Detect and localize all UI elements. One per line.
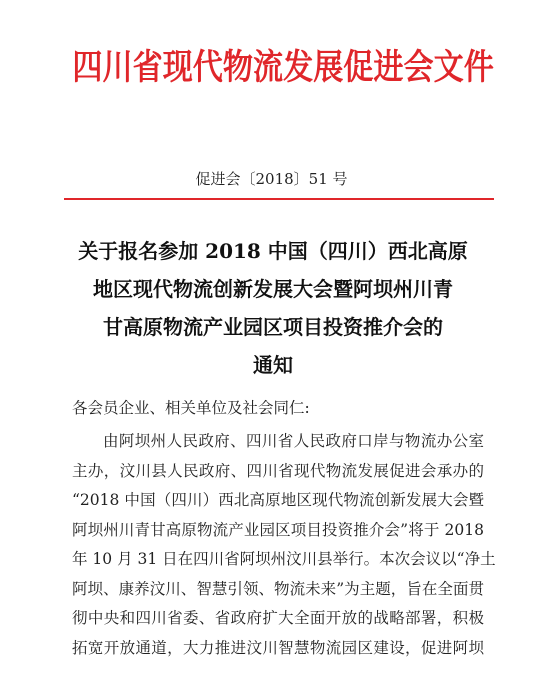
- title-line: 甘高原物流产业园区项目投资推介会的: [103, 315, 443, 339]
- red-divider-line: [64, 198, 494, 200]
- body-line: 年 10 月 31 日在四川省阿坝州汶川县举行。本次会议以“净土: [72, 550, 496, 568]
- title-line: 通知: [253, 353, 293, 377]
- salutation: 各会员企业、相关单位及社会同仁:: [72, 399, 310, 417]
- body-paragraph: [72, 427, 496, 663]
- title-line: 关于报名参加 2018 中国（四川）西北高原: [78, 239, 468, 263]
- document-number: 促进会〔2018〕51 号: [195, 170, 348, 188]
- body-line: 主办，汶川县人民政府、四川省现代物流发展促进会承办的: [72, 461, 484, 480]
- body-line: 阿坝、康养汶川、智慧引领、物流未来”为主题，旨在全面贯: [72, 579, 484, 598]
- body-line: 阿坝州川青甘高原物流产业园区项目投资推介会”将于 2018: [72, 520, 484, 539]
- org-document-header: 四川省现代物流发展促进会文件: [72, 48, 494, 88]
- notice-title: [66, 232, 480, 384]
- body-line: “2018 中国（四川）西北高原地区现代物流创新发展大会暨: [72, 491, 484, 509]
- body-line: 彻中央和四川省委、省政府扩大全面开放的战略部署，积极: [72, 609, 484, 627]
- body-line: 拓宽开放通道，大力推进汶川智慧物流园区建设，促进阿坝: [72, 638, 484, 657]
- title-line: 地区现代物流创新发展大会暨阿坝州川青: [93, 277, 453, 301]
- body-line: 由阿坝州人民政府、四川省人民政府口岸与物流办公室: [103, 432, 484, 450]
